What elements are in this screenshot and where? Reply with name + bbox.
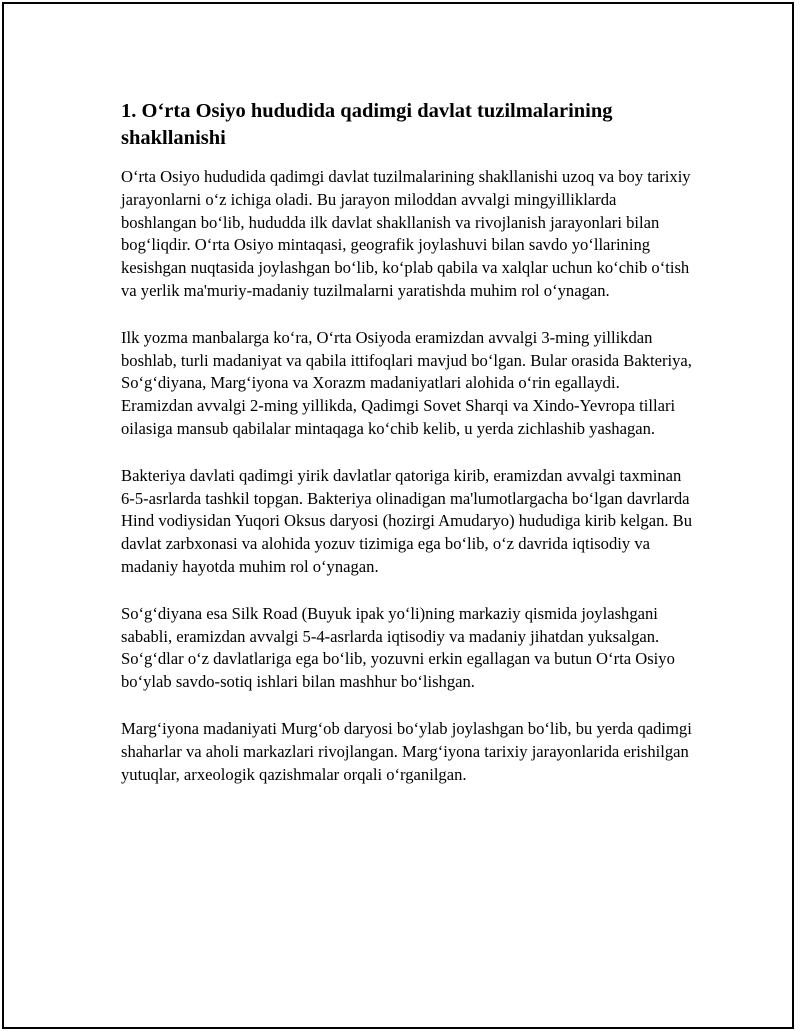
document-body: [121, 98, 693, 786]
section-heading: 1. O‘rta Osiyo hududida qadimgi davlat tuzilmalarining shakllanishi: [121, 100, 613, 149]
page-frame: [2, 2, 794, 1029]
paragraph-margiana: Marg‘iyona madaniyati Murg‘ob daryosi bo‘ylab joylashgan bo‘lib, bu yerda qadimgi shaharlar va aholi markazlari rivojlangan. Marg‘iyona tarixiy jarayonlarida erishilgan yutuqlar, arxeologik qazishmalar orqali o‘rganilgan.: [121, 718, 692, 784]
paragraph-sogdiana: So‘g‘diyana esa Silk Road (Buyuk ipak yo‘li)ning markaziy qismida joylashgani sababli, eramizdan avvalgi 5-4-asrlarda iqtisodiy va madaniy jihatdan yuksalgan. So‘g‘dlar o‘z davlatlariga ega bo‘lib, yozuvni erkin egallagan va butun O‘rta Osiyo bo‘ylab savdo-sotiq ishlari bilan mashhur bo‘lishgan.: [121, 603, 675, 692]
paragraph-written-sources: Ilk yozma manbalarga ko‘ra, O‘rta Osiyoda eramizdan avvalgi 3-ming yillikdan boshlab, turli madaniyat va qabila ittifoqlari mavjud bo‘lgan. Bular orasida Bakteriya, So‘g‘diyana, Marg‘iyona va Xorazm madaniyatlari alohida o‘rin egallaydi. Eramizdan avvalgi 2-ming yillikda, Qadimgi Sovet Sharqi va Xindo-Yevropa tillari oilasiga mansub qabilalar mintaqaga ko‘chib kelib, u yerda zichlashib yashagan.: [121, 327, 692, 438]
paragraph-bactria: Bakteriya davlati qadimgi yirik davlatlar qatoriga kirib, eramizdan avvalgi taxminan 6-5-asrlarda tashkil topgan. Bakteriya olinadigan ma'lumotlargacha bo‘lgan davrlarda Hind vodiysidan Yuqori Oksus daryosi (hozirgi Amudaryo) hududiga kirib kelgan. Bu davlat zarbxonasi va alohida yozuv tizimiga ega bo‘lib, o‘z davrida iqtisodiy va madaniy hayotda muhim rol o‘ynagan.: [121, 465, 693, 576]
paragraph-intro: O‘rta Osiyo hududida qadimgi davlat tuzilmalarining shakllanishi uzoq va boy tarixiy jarayonlarni o‘z ichiga oladi. Bu jarayon miloddan avvalgi mingyilliklarda boshlangan bo‘lib, hududda ilk davlat shakllanish va rivojlanish jarayonlari bilan bog‘liqdir. O‘rta Osiyo mintaqasi, geografik joylashuvi bilan savdo yo‘llarining kesishgan nuqtasida joylashgan bo‘lib, ko‘plab qabila va xalqlar uchun ko‘chib o‘tish va yerlik ma'muriy-madaniy tuzilmalarni yaratishda muhim rol o‘ynagan.: [121, 167, 691, 300]
